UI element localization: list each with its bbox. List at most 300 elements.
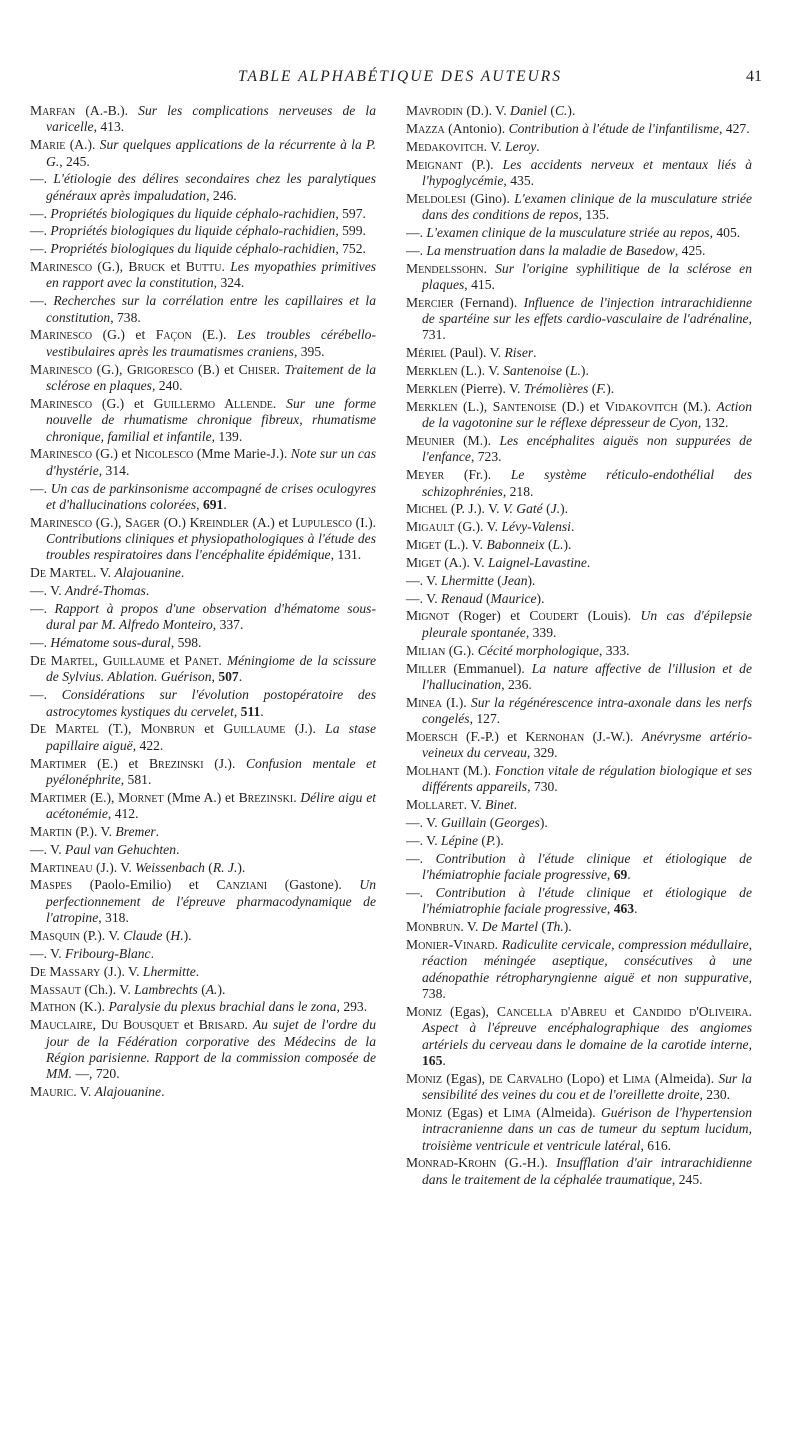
entry-title: Insufflation d'air intrarachidienne dans le traitement de la céphalée traumatique (422, 1155, 752, 1187)
entry-text: —. (30, 223, 51, 239)
entry-text: ). (563, 537, 572, 553)
entry-text: ). (567, 103, 576, 118)
entry-text: (G.-H.). (496, 1155, 557, 1171)
entry-title: Propriétés biologiques du liquide céphalo-rachidien (50, 205, 336, 221)
entry-text: . (221, 259, 231, 275)
index-entry (30, 928, 376, 944)
entry-title: Daniel (510, 103, 548, 118)
author-name: Kreindler (189, 514, 249, 530)
entry-text: (P.). V. (72, 823, 116, 839)
author-name: Guillaume (223, 721, 286, 737)
page-ref-bold: 511 (240, 703, 261, 719)
entry-text: . (513, 797, 518, 813)
entry-text: . (223, 496, 227, 512)
entry-title: Babonneix (486, 537, 545, 553)
entry-text: , (196, 496, 203, 512)
index-entry (30, 223, 376, 239)
index-entry (30, 515, 376, 564)
entry-text: ( (486, 815, 495, 831)
entry-text: ). (495, 832, 504, 848)
index-entry (406, 433, 752, 466)
entry-text: (Mme A.) et (163, 789, 239, 805)
index-entry (30, 721, 376, 754)
author-name: Milian (406, 642, 446, 658)
entry-text: , (748, 1036, 752, 1052)
entry-text: , (606, 867, 614, 883)
author-name: De Martel (30, 565, 94, 581)
page-number: 41 (746, 68, 762, 85)
entry-text: , 230. (699, 1087, 731, 1103)
entry-text: , 339. (525, 624, 557, 640)
author-name: Brezinski (148, 755, 204, 771)
entry-title: Guérison de l'hypertension intracranienne dans un cas de tumeur du septum lucidum, troisième ventricule et ventricule latéral (422, 1104, 752, 1153)
entry-title: Propriétés biologiques du liquide céphalo-rachidien (50, 241, 336, 257)
entry-text: , 236. (501, 676, 532, 692)
author-name: Buttu (185, 259, 222, 275)
entry-title: Cécité morphologique (477, 642, 599, 658)
entry-text: , 395. (293, 343, 325, 359)
entry-title: Influence de l'injection intrarachidienne de spartéine sur les effets cardio-vasculaire de l'adrénaline (422, 294, 753, 327)
entry-title: Délire aigu et acétonémie (46, 789, 377, 822)
entry-title: Renaud (441, 590, 483, 606)
index-entry (406, 643, 752, 659)
entry-text: (I.). (441, 694, 471, 710)
entry-text: , 245. (671, 1171, 703, 1187)
entry-text: , 329. (526, 745, 558, 761)
entry-text: —. (30, 635, 51, 651)
entry-title: André-Thomas (65, 583, 146, 599)
entry-text: —. V. (406, 590, 442, 606)
entry-text: , 752. (335, 241, 366, 257)
entry-title: La menstruation dans la maladie de Basedow (426, 242, 675, 258)
entry-text: ). (560, 501, 569, 517)
author-name: Façon (155, 327, 192, 343)
entry-title: V. Gaté (502, 501, 543, 517)
entry-text: ). (580, 363, 589, 379)
entry-title: Lambrechts (134, 981, 198, 997)
entry-text: (L.). V. (440, 537, 487, 553)
entry-text: , 132. (697, 415, 729, 431)
entry-text: . (627, 867, 631, 883)
entry-text: , 422. (132, 737, 164, 753)
entry-title: Alajouanine (114, 565, 181, 581)
entry-title: Rapport à propos d'une observation d'hématome sous-dural par M. Alfredo Monteiro (46, 600, 376, 633)
entry-text: (Egas) et (441, 1104, 504, 1120)
author-name: Canziani (216, 877, 268, 893)
entry-text: et (194, 721, 224, 737)
entry-text: (L.). V. (457, 363, 504, 379)
index-entry (30, 824, 376, 840)
index-entry (406, 591, 752, 607)
author-name: Brisard (198, 1017, 245, 1033)
entry-text: (A.) et (248, 514, 292, 530)
entry-title: Sur quelques applications de la récurrente à la P. G. (46, 137, 376, 169)
author-name: Marinesco (30, 259, 93, 275)
entry-text: (J.). V. (100, 963, 143, 979)
author-name: Merklen (406, 398, 458, 414)
entry-title: Recherches sur la corrélation entre les capillaires et la constitution (46, 293, 377, 325)
entry-text: (G.). (445, 642, 478, 658)
entry-text: (E.). (191, 327, 237, 343)
author-name: Marinesco (30, 327, 93, 343)
entry-text: . (180, 565, 185, 581)
entry-text: . (155, 823, 160, 839)
index-entry (406, 501, 752, 517)
entry-text: ). (563, 919, 572, 935)
entry-text: , 427. (719, 120, 750, 136)
entry-text: . (244, 1017, 253, 1033)
entry-text: , (92, 1017, 102, 1033)
entry-title: Sur la sensibilité des veines du cou et de l'oreillette droite (422, 1070, 752, 1103)
author-name: Nicolesco (134, 446, 194, 462)
entry-title: A. (205, 981, 218, 997)
entry-text: , 293. (336, 999, 368, 1015)
author-name: Moniz (406, 1003, 442, 1019)
entry-text: —. V. (406, 572, 442, 588)
entry-title: Contribution à l'étude clinique et étiologique de l'hémiatrophie faciale progressive (422, 884, 752, 917)
entry-title: Paul van Gehuchten (65, 841, 176, 857)
entry-text: . (145, 583, 150, 599)
index-entry (406, 815, 752, 831)
entry-text: (A.). (65, 137, 100, 153)
index-entry (30, 860, 376, 876)
entry-text: (J.-W.). (584, 728, 642, 744)
author-name: Vidakovitch (604, 398, 678, 414)
author-name: Kernohan (525, 728, 585, 744)
entry-title: Th. (545, 919, 564, 935)
entry-title: P. (485, 832, 496, 848)
index-entry (406, 225, 752, 241)
index-entry (406, 851, 752, 884)
entry-text: , 405. (709, 224, 741, 240)
entry-text: —. (30, 293, 54, 309)
index-entry (30, 601, 376, 634)
entry-title: Trémolières (523, 381, 589, 396)
entry-text: . (161, 1084, 165, 1100)
index-entry (406, 573, 752, 589)
author-name: Marinesco (30, 361, 93, 377)
index-entry (406, 103, 752, 119)
entry-title: Les encéphalites aiguës non suppurées de l'enfance (422, 433, 752, 465)
entry-text: , 318. (98, 910, 129, 926)
index-entry (30, 756, 376, 789)
entry-title: Bremer (115, 823, 156, 839)
author-name: Meldolesi (406, 190, 466, 206)
entry-title: Lhermitte (142, 963, 196, 979)
index-entry (406, 261, 752, 294)
entry-text: (D.). V. (462, 103, 511, 118)
entry-title: H. (170, 928, 184, 943)
entry-title: Méningiome de la scissure de Sylvius. Ablation. Guérison (46, 653, 377, 685)
entry-title: Binet (485, 797, 514, 813)
entry-title: Un cas de parkinsonisme accompagné de crises oculogyres et d'hallucinations colorées (46, 480, 377, 512)
entry-text: , (211, 669, 219, 685)
index-entry (406, 937, 752, 1002)
entry-text: (Paolo-Emilio) et (72, 877, 217, 893)
index-entry (30, 137, 376, 170)
entry-text: . (586, 554, 591, 570)
entry-text: (Egas), (441, 1003, 497, 1019)
entry-title: Sur une forme nouvelle de rhumatisme chronique fibreux, rhumatisme chronique, familial et infantile (46, 395, 377, 444)
entry-text: . (276, 361, 285, 377)
entry-text: , (606, 901, 614, 917)
entry-text: (G.). V. (454, 519, 502, 535)
page-ref-bold: 507 (218, 669, 239, 685)
index-entry (30, 481, 376, 514)
entry-text: ). (536, 590, 545, 606)
entry-title: Un cas d'épilepsie pleurale spontanée (422, 608, 752, 640)
author-name: Mollaret (406, 797, 464, 813)
entry-text: . V. (463, 797, 486, 813)
author-name: Coudert (529, 608, 579, 624)
entry-text: . V. (93, 565, 115, 581)
entry-text: —. (406, 884, 436, 900)
entry-text: ( (547, 103, 555, 118)
author-name: Monbrun (140, 721, 195, 737)
entry-title: Les troubles cérébello-vestibulaires après les traumatismes craniens (46, 327, 376, 359)
author-name: Monier-Vinard (406, 937, 495, 952)
entry-title: Jean (501, 572, 528, 588)
entry-title: De Martel (481, 919, 538, 935)
entry-text: et (164, 653, 185, 668)
entry-text: (K.). (75, 999, 109, 1015)
entry-text: . (748, 1003, 752, 1019)
entry-text: (O.) (159, 514, 190, 530)
running-title: TABLE ALPHABÉTIQUE DES AUTEURS (238, 68, 562, 85)
entry-text: (M.). (677, 398, 717, 414)
page-ref-bold: 69 (613, 867, 628, 883)
author-name: Moniz (406, 1070, 442, 1086)
author-name: Mauclaire (30, 1017, 93, 1033)
author-name: Lima (622, 1070, 651, 1086)
entry-title: Paralysie du plexus brachial dans le zona (108, 999, 337, 1015)
index-entry (406, 243, 752, 259)
index-entry (406, 345, 752, 361)
entry-text: —. (30, 241, 51, 257)
entry-text: . (218, 653, 227, 668)
author-name: Mathon (30, 999, 76, 1015)
entry-text: —. V. (30, 583, 66, 599)
entry-text: —. (30, 687, 62, 703)
entry-title: Lhermitte (441, 572, 494, 588)
author-name: Michel (406, 501, 448, 517)
entry-title: Riser (504, 345, 534, 361)
entry-title: L'examen clinique de la musculature striée dans des conditions de repos (422, 190, 753, 223)
entry-title: Fonction vitale de régulation biologique et ses différents appareils (422, 763, 752, 795)
index-entry (30, 877, 376, 926)
author-name: Du Bousquet (101, 1017, 179, 1033)
entry-text: ( (197, 981, 206, 997)
author-name: Mornet (118, 789, 164, 805)
entry-text: —. V. (406, 832, 442, 848)
index-entry (406, 1155, 752, 1188)
entry-text: ). (237, 859, 246, 875)
index-entry (406, 919, 752, 935)
index-entry (406, 1004, 752, 1069)
author-name: Marinesco (30, 446, 93, 462)
entry-text: —. (30, 600, 55, 616)
author-name: De Martel (30, 721, 99, 737)
entry-text: (G.), (92, 514, 126, 530)
entry-text: (G.) et (92, 327, 156, 343)
entry-text: (E.), (86, 789, 119, 805)
index-entry (30, 982, 376, 998)
entry-title: La stase papillaire aiguë (46, 721, 376, 753)
index-entry (406, 121, 752, 137)
author-name: Marinesco (30, 514, 93, 530)
entry-title: Guillain (441, 815, 487, 831)
index-entry (30, 171, 376, 204)
entry-text: (A.). V. (440, 554, 488, 570)
entry-text: . (536, 138, 540, 154)
entry-text: ). (606, 381, 615, 396)
entry-text: , 599. (335, 223, 366, 239)
index-entry (406, 363, 752, 379)
entry-title: Les myopathies primitives en rapport avec la constitution (46, 259, 377, 291)
entry-text: (Fernand). (453, 294, 524, 310)
index-entry (30, 687, 376, 720)
entry-title: Contributions cliniques et physiopathologiques à l'étude des troubles respiratoires dans l'encéphalite épidémique (46, 531, 376, 563)
entry-text: (Pierre). V. (457, 381, 524, 396)
author-name: Mendelssohn (406, 260, 484, 276)
entry-text: , 425. (674, 242, 706, 258)
entry-text: , 135. (578, 207, 610, 223)
author-name: Grigoresco (126, 361, 194, 377)
left-column (30, 103, 376, 1102)
author-name: De Martel (30, 653, 95, 668)
entry-title: Confusion mentale et pyélonéphrite (46, 755, 376, 787)
author-name: Miget (406, 554, 441, 570)
author-name: Sager (125, 514, 160, 530)
entry-text: (G.) et (92, 446, 135, 462)
entry-text: (Mme Marie-J.). (193, 446, 291, 462)
entry-text: (L.), (457, 398, 493, 414)
entry-text: , 723. (470, 449, 502, 465)
index-entry (30, 583, 376, 599)
entry-text: (M.). (454, 433, 500, 449)
entry-text: et (606, 1003, 633, 1019)
author-name: Martimer (30, 755, 87, 771)
entry-text: (Louis). (578, 608, 641, 624)
author-name: Migault (406, 519, 455, 535)
entry-text: (F.-P.) et (457, 728, 526, 744)
author-name: Marinesco (30, 395, 93, 411)
entry-text: (J.). (285, 721, 326, 737)
index-entry (30, 241, 376, 257)
index-entry (30, 946, 376, 962)
author-name: Bruck (128, 259, 166, 275)
author-name: Candido d'Oliveira (632, 1003, 749, 1019)
author-name: Miget (406, 537, 441, 553)
entry-title: Georges (494, 815, 540, 831)
entry-text: ). (183, 928, 192, 943)
entry-title: Weissenbach (135, 859, 205, 875)
index-entry (406, 295, 752, 344)
author-name: Miller (406, 660, 447, 676)
index-entry (406, 467, 752, 500)
author-name: Meunier (406, 433, 455, 449)
index-entry (406, 1071, 752, 1104)
author-name: Martineau (30, 859, 93, 875)
entry-text: ( (478, 832, 486, 848)
entry-title: Fribourg-Blanc (65, 945, 151, 961)
author-name: Molhant (406, 763, 460, 779)
entry-title: Note sur un cas d'hystérie (46, 446, 377, 478)
index-entry (406, 885, 752, 918)
page-ref-bold: 463 (613, 901, 635, 917)
index-entry (406, 833, 752, 849)
entry-text: (G.), (92, 361, 127, 377)
entry-title: L'examen clinique de la musculature striée au repos (426, 224, 710, 240)
index-entry (406, 661, 752, 694)
entry-text: , 413. (93, 119, 125, 135)
author-name: de Carvalho (489, 1070, 563, 1086)
entry-title: Considérations sur l'évolution postopératoire des astrocytomes kystiques du cervelet (46, 687, 376, 719)
author-name: Monrad-Krohn (406, 1155, 497, 1171)
author-name: De Massary (30, 963, 101, 979)
entry-text: , 435. (503, 172, 535, 188)
entry-title: Alajouanine (94, 1084, 162, 1100)
entry-text: (Gastone). (267, 877, 360, 893)
author-name: Masquin (30, 928, 80, 943)
entry-title: Traitement de la sclérose en plaques (46, 361, 377, 393)
author-name: Mauric (30, 1084, 74, 1100)
author-name: Cancella d'Abreu (496, 1003, 607, 1019)
entry-title: La nature affective de l'illusion et de l'hallucination (422, 660, 753, 692)
author-name: Marfan (30, 103, 76, 118)
entry-text: , 324. (213, 275, 245, 291)
entry-text: —. V. (30, 841, 66, 857)
entry-text: . (533, 345, 537, 361)
entry-title: Santenoise (503, 363, 563, 379)
entry-text: , (94, 653, 103, 668)
index-entry (30, 565, 376, 581)
entry-text: (P.). V. (79, 928, 124, 943)
entry-title: Claude (123, 928, 163, 943)
entry-text: —. (30, 480, 51, 496)
entry-text: , 246. (206, 187, 237, 203)
author-name: Minea (406, 694, 442, 710)
entry-text: . (293, 789, 301, 805)
entry-text: ). (527, 572, 536, 588)
index-entry (30, 103, 376, 136)
entry-title: C. (554, 103, 568, 118)
entry-text: ( (493, 572, 502, 588)
author-name: Monbrun (406, 919, 461, 935)
index-entry (30, 206, 376, 222)
entry-text: , 415. (464, 276, 495, 292)
entry-text: (Lopo) et (562, 1070, 623, 1086)
entry-title: Action de la vagotonine sur le réflexe dépresseur de Cyon (422, 398, 753, 431)
author-name: Santenoise (492, 398, 557, 414)
index-entry (30, 842, 376, 858)
entry-title: Lépine (441, 832, 479, 848)
author-name: Meignant (406, 156, 463, 172)
entry-text: (Almeida). (650, 1070, 719, 1086)
index-entry (406, 139, 752, 155)
index-entry (406, 381, 752, 397)
entry-text: . (176, 841, 180, 857)
index-entry (30, 964, 376, 980)
index-entry (30, 259, 376, 292)
entry-text: —, 720. (72, 1066, 120, 1082)
entry-text: ( (544, 537, 553, 553)
author-name: Brezinski (238, 789, 294, 805)
author-name: Moniz (406, 1104, 442, 1120)
entry-text: (I.). (351, 514, 376, 530)
entry-text: et (178, 1017, 199, 1033)
entry-text: (P.). (462, 156, 503, 172)
